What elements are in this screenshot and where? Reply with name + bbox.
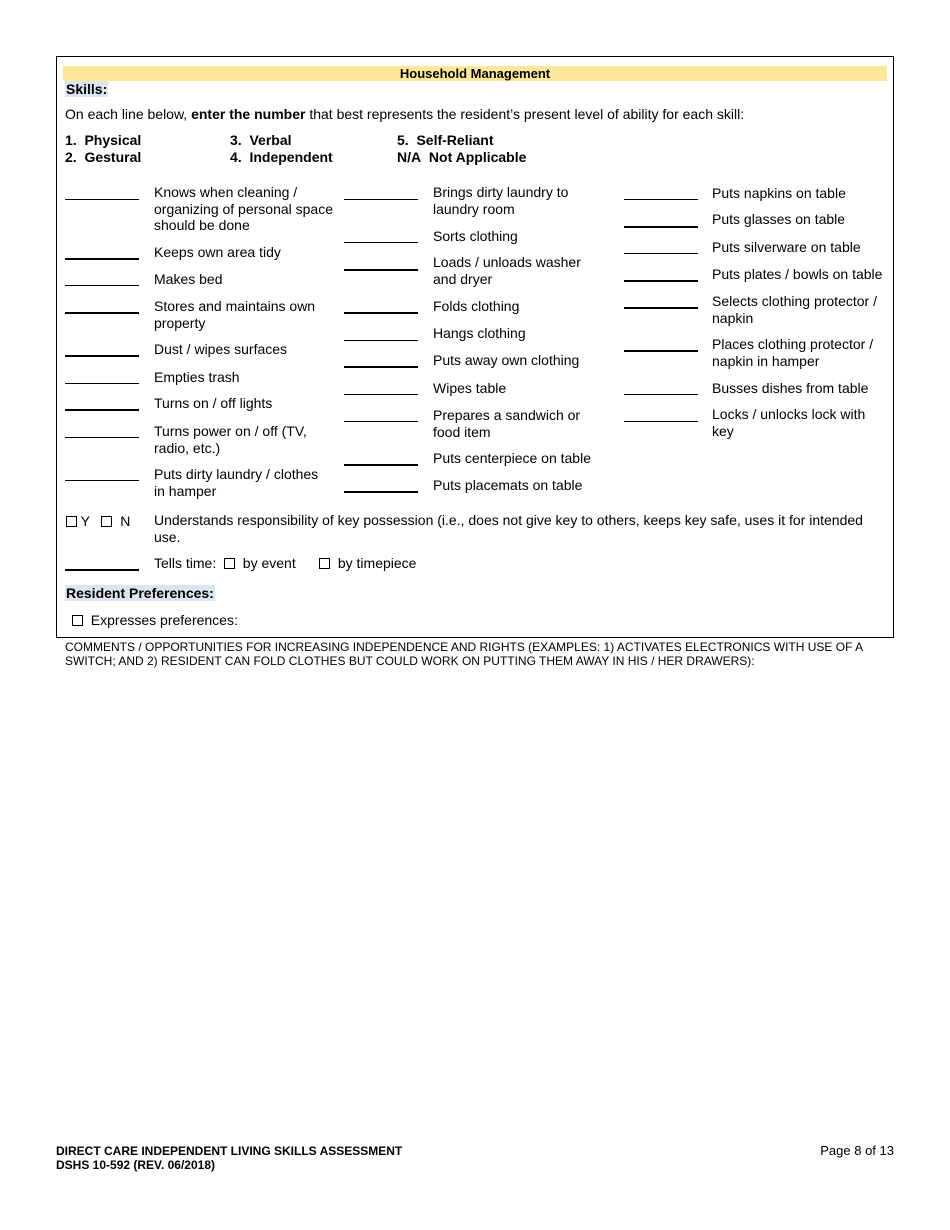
skill-entry-line[interactable] [344,199,418,200]
tells-time-row [154,555,416,572]
tells-time-entry-line[interactable] [65,569,139,571]
skill-entry-line[interactable] [344,491,418,493]
skill-label: Puts dirty laundry / clothes in hamper [154,466,319,499]
form-title: DIRECT CARE INDEPENDENT LIVING SKILLS ASSESSMENT [56,1144,403,1158]
section-title: Household Management [63,66,887,81]
skill-entry-line[interactable] [65,355,139,357]
skill-entry-line[interactable] [65,409,139,411]
legend-item-na: N/A Not Applicable [397,148,527,165]
skill-label: Brings dirty laundry to laundry room [433,184,569,217]
skill-label: Turns power on / off (TV, radio, etc.) [154,423,307,456]
skill-entry-line[interactable] [624,199,698,200]
expresses-preferences-label: Expresses preferences: [90,612,238,628]
skill-entry-line[interactable] [344,269,418,271]
by-timepiece-label: by timepiece [337,555,417,571]
skill-label: Wipes table [433,380,507,396]
skill-label: Hangs clothing [433,325,526,341]
page-number: Page 8 of 13 [820,1143,894,1158]
skill-label: Locks / unlocks lock with key [712,406,866,439]
skill-entry-line[interactable] [65,312,139,314]
by-event-label: by event [242,555,296,571]
skill-label: Puts plates / bowls on table [712,266,883,282]
skill-entry-line[interactable] [624,421,698,422]
skill-label: Puts away own clothing [433,352,580,368]
skill-label: Selects clothing protector / napkin [712,293,877,326]
skill-entry-line[interactable] [65,258,139,260]
skill-entry-line[interactable] [624,280,698,282]
skill-entry-line[interactable] [344,394,418,395]
skill-entry-line[interactable] [65,285,139,286]
skill-label: Empties trash [154,369,240,385]
skill-label: Places clothing protector / napkin in hamper [712,336,874,369]
legend-item-1: 1. Physical [65,132,142,148]
skill-label: Makes bed [154,271,223,287]
skill-label: Keeps own area tidy [154,244,281,260]
legend-item-2: 2. Gestural [65,148,142,165]
skill-entry-line[interactable] [624,350,698,352]
key-possession-yn: Y N [66,513,130,529]
skill-entry-line[interactable] [344,366,418,368]
form-number: DSHS 10-592 (REV. 06/2018) [56,1158,215,1172]
skill-label: Busses dishes from table [712,380,869,396]
expresses-preferences-row [72,612,238,629]
skill-label: Sorts clothing [433,228,518,244]
skill-label: Dust / wipes surfaces [154,341,288,357]
skill-entry-line[interactable] [624,394,698,395]
instruction-text: On each line below, enter the number that best represents the resident’s present level of ability for each skill: [65,106,745,122]
by-event-checkbox[interactable] [224,558,235,569]
no-checkbox[interactable] [101,516,112,527]
resident-preferences-heading: Resident Preferences: [66,585,214,601]
skill-entry-line[interactable] [624,253,698,254]
skill-entry-line[interactable] [344,464,418,466]
yes-checkbox[interactable] [66,516,77,527]
skill-entry-line[interactable] [65,437,139,438]
tells-time-label: Tells time: [154,555,217,571]
expresses-preferences-checkbox[interactable] [72,615,83,626]
skill-entry-line[interactable] [65,383,139,384]
skill-label: Prepares a sandwich or food item [433,407,581,440]
skill-entry-line[interactable] [65,480,139,481]
comments-label: COMMENTS / OPPORTUNITIES FOR INCREASING INDEPENDENCE AND RIGHTS (EXAMPLES: 1) ACTIVATES ELECTRONICS WITH USE OF A SWITCH; AND 2) RESIDENT CAN FOLD CLOTHES BUT COULD WORK ON PUTTING THEM AWAY IN HIS / HER DRAWERS): [65,640,863,668]
skill-entry-line[interactable] [344,242,418,243]
key-possession-text: Understands responsibility of key possession (i.e., does not give key to others, keeps key safe, uses it for intended use. [154,512,863,545]
legend-item-4: 4. Independent [230,148,333,165]
by-timepiece-checkbox[interactable] [319,558,330,569]
skill-label: Puts napkins on table [712,185,846,201]
skills-label: Skills: [66,81,108,97]
skill-label: Folds clothing [433,298,520,314]
skill-entry-line[interactable] [344,340,418,341]
skill-entry-line[interactable] [624,226,698,228]
skill-label: Puts glasses on table [712,211,846,227]
skill-label: Puts placemats on table [433,477,583,493]
skill-label: Puts silverware on table [712,239,861,255]
skill-label: Stores and maintains own property [154,298,316,331]
skill-entry-line[interactable] [65,199,139,200]
legend-item-3: 3. Verbal [230,132,292,148]
skill-entry-line[interactable] [344,421,418,422]
skill-label: Knows when cleaning / organizing of personal space should be done [154,184,334,233]
legend-item-5: 5. Self-Reliant [397,132,494,148]
skill-label: Puts centerpiece on table [433,450,591,466]
skill-entry-line[interactable] [624,307,698,309]
skill-label: Loads / unloads washer and dryer [433,254,581,287]
skill-entry-line[interactable] [344,312,418,314]
skill-label: Turns on / off lights [154,395,273,411]
